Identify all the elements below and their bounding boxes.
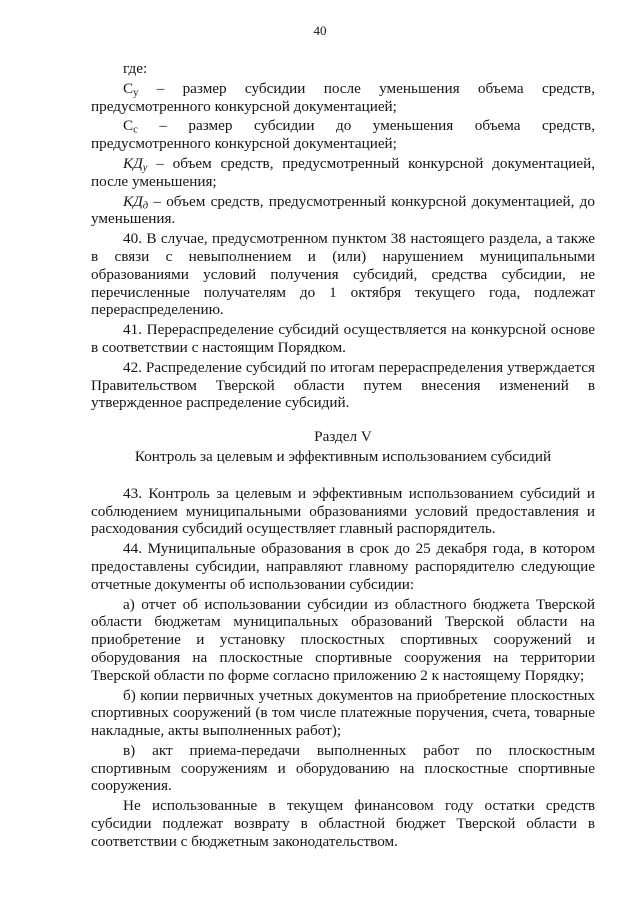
paragraph-41: 41. Перераспределение субсидий осуществляется на конкурсной основе в соответствии с настоящим Порядком. xyxy=(91,321,595,356)
paragraph-44: 44. Муниципальные образования в срок до 25 декабря года, в котором предоставлены субсидии, направляют главному распорядителю следующие отчетные документы об использовании субсидии: xyxy=(91,540,595,593)
formula-word: объема xyxy=(477,79,524,97)
page-number: 40 xyxy=(313,23,327,38)
formula-sep: – xyxy=(159,117,167,135)
formula-word: после xyxy=(323,79,361,97)
formula-term: $КД_д$ – объем средств, предусмотренный конкурсной документацией, до уменьшения. xyxy=(91,192,595,228)
formula-word: средств, xyxy=(542,117,595,135)
formula-word: объема xyxy=(474,117,521,135)
intro-text: где: xyxy=(123,60,148,77)
formula-term-rest: предусмотренного конкурсной документацией; xyxy=(91,97,397,115)
formula-word: средств, xyxy=(541,79,595,97)
formula-term-text: объем средств, предусмотренный конкурсной документацией, после уменьшения; xyxy=(91,154,596,190)
formula-word: субсидии xyxy=(244,79,306,97)
formula-term: $КД_у$ – объем средств, предусмотренный конкурсной документацией, после уменьшения; xyxy=(91,154,596,190)
paragraph-42: 42. Распределение субсидий по итогам перераспределения утверждается Правительством Тверской области путем внесения изменений в утвержденное распределение субсидий. xyxy=(91,358,595,412)
formula-symbol: $КД_д$ xyxy=(123,192,149,212)
paragraph-40: 40. В случае, предусмотренном пунктом 38 настоящего раздела, а также в связи с невыполнением и (или) нарушением муниципальными образованиями условий получения субсидий, средства субсидии, не перечисленные получателям до 1 октября текущего года, подлежат перераспределению. xyxy=(91,230,595,319)
formula-word: уменьшения xyxy=(372,117,454,135)
formula-term xyxy=(91,80,595,116)
formula-word: размер xyxy=(188,117,233,135)
paragraph-44-a: а) отчет об использовании субсидии из областного бюджета Тверской области бюджетам муниципальных образований Тверской области на приобретение и установку плоскостных спортивных сооружений и оборудования на плоскостные спортивные сооружения на территории Тверской области по форме согласно приложению 2 к настоящему Порядку; xyxy=(91,595,595,684)
formula-word: размер xyxy=(182,79,227,97)
document-body xyxy=(91,60,595,851)
formula-symbol: $С_с$ xyxy=(123,117,138,137)
formula-word: субсидии xyxy=(253,117,315,135)
formula-symbol: $КД_у$ xyxy=(123,154,148,174)
formula-symbol: $С_у$ xyxy=(123,79,139,99)
paragraph-44-b: б) копии первичных учетных документов на приобретение плоскостных спортивных сооружений (в том числе платежные поручения, счета, товарные накладные, акты выполненных работ); xyxy=(91,686,595,740)
formula-word: уменьшения xyxy=(379,79,460,97)
formula-term-line xyxy=(91,117,595,135)
paragraph-44-v: в) акт приема-передачи выполненных работ по плоскостным спортивным сооружениям и оборудованию на плоскостные спортивные сооружения. xyxy=(91,741,595,795)
formula-term-line xyxy=(91,80,595,98)
section-title: Контроль за целевым и эффективным использованием субсидий xyxy=(134,447,552,465)
formula-term xyxy=(91,117,595,153)
paragraph-43: 43. Контроль за целевым и эффективным использованием субсидий и соблюдением муниципальными образованиями условий предоставления и расходования субсидий осуществляет главный распорядитель. xyxy=(91,484,595,538)
formula-word: до xyxy=(335,117,352,135)
section-number: Раздел V xyxy=(314,428,372,446)
formula-sep: – xyxy=(156,79,165,97)
formula-term-text: объем средств, предусмотренный конкурсной документацией, до уменьшения. xyxy=(91,192,595,228)
paragraph-remainder: Не использованные в текущем финансовом году остатки средств субсидии подлежат возврату в областной бюджет Тверской области в соответствии с бюджетным законодательством. xyxy=(91,797,595,850)
formula-term-rest: предусмотренного конкурсной документацией; xyxy=(91,135,397,153)
